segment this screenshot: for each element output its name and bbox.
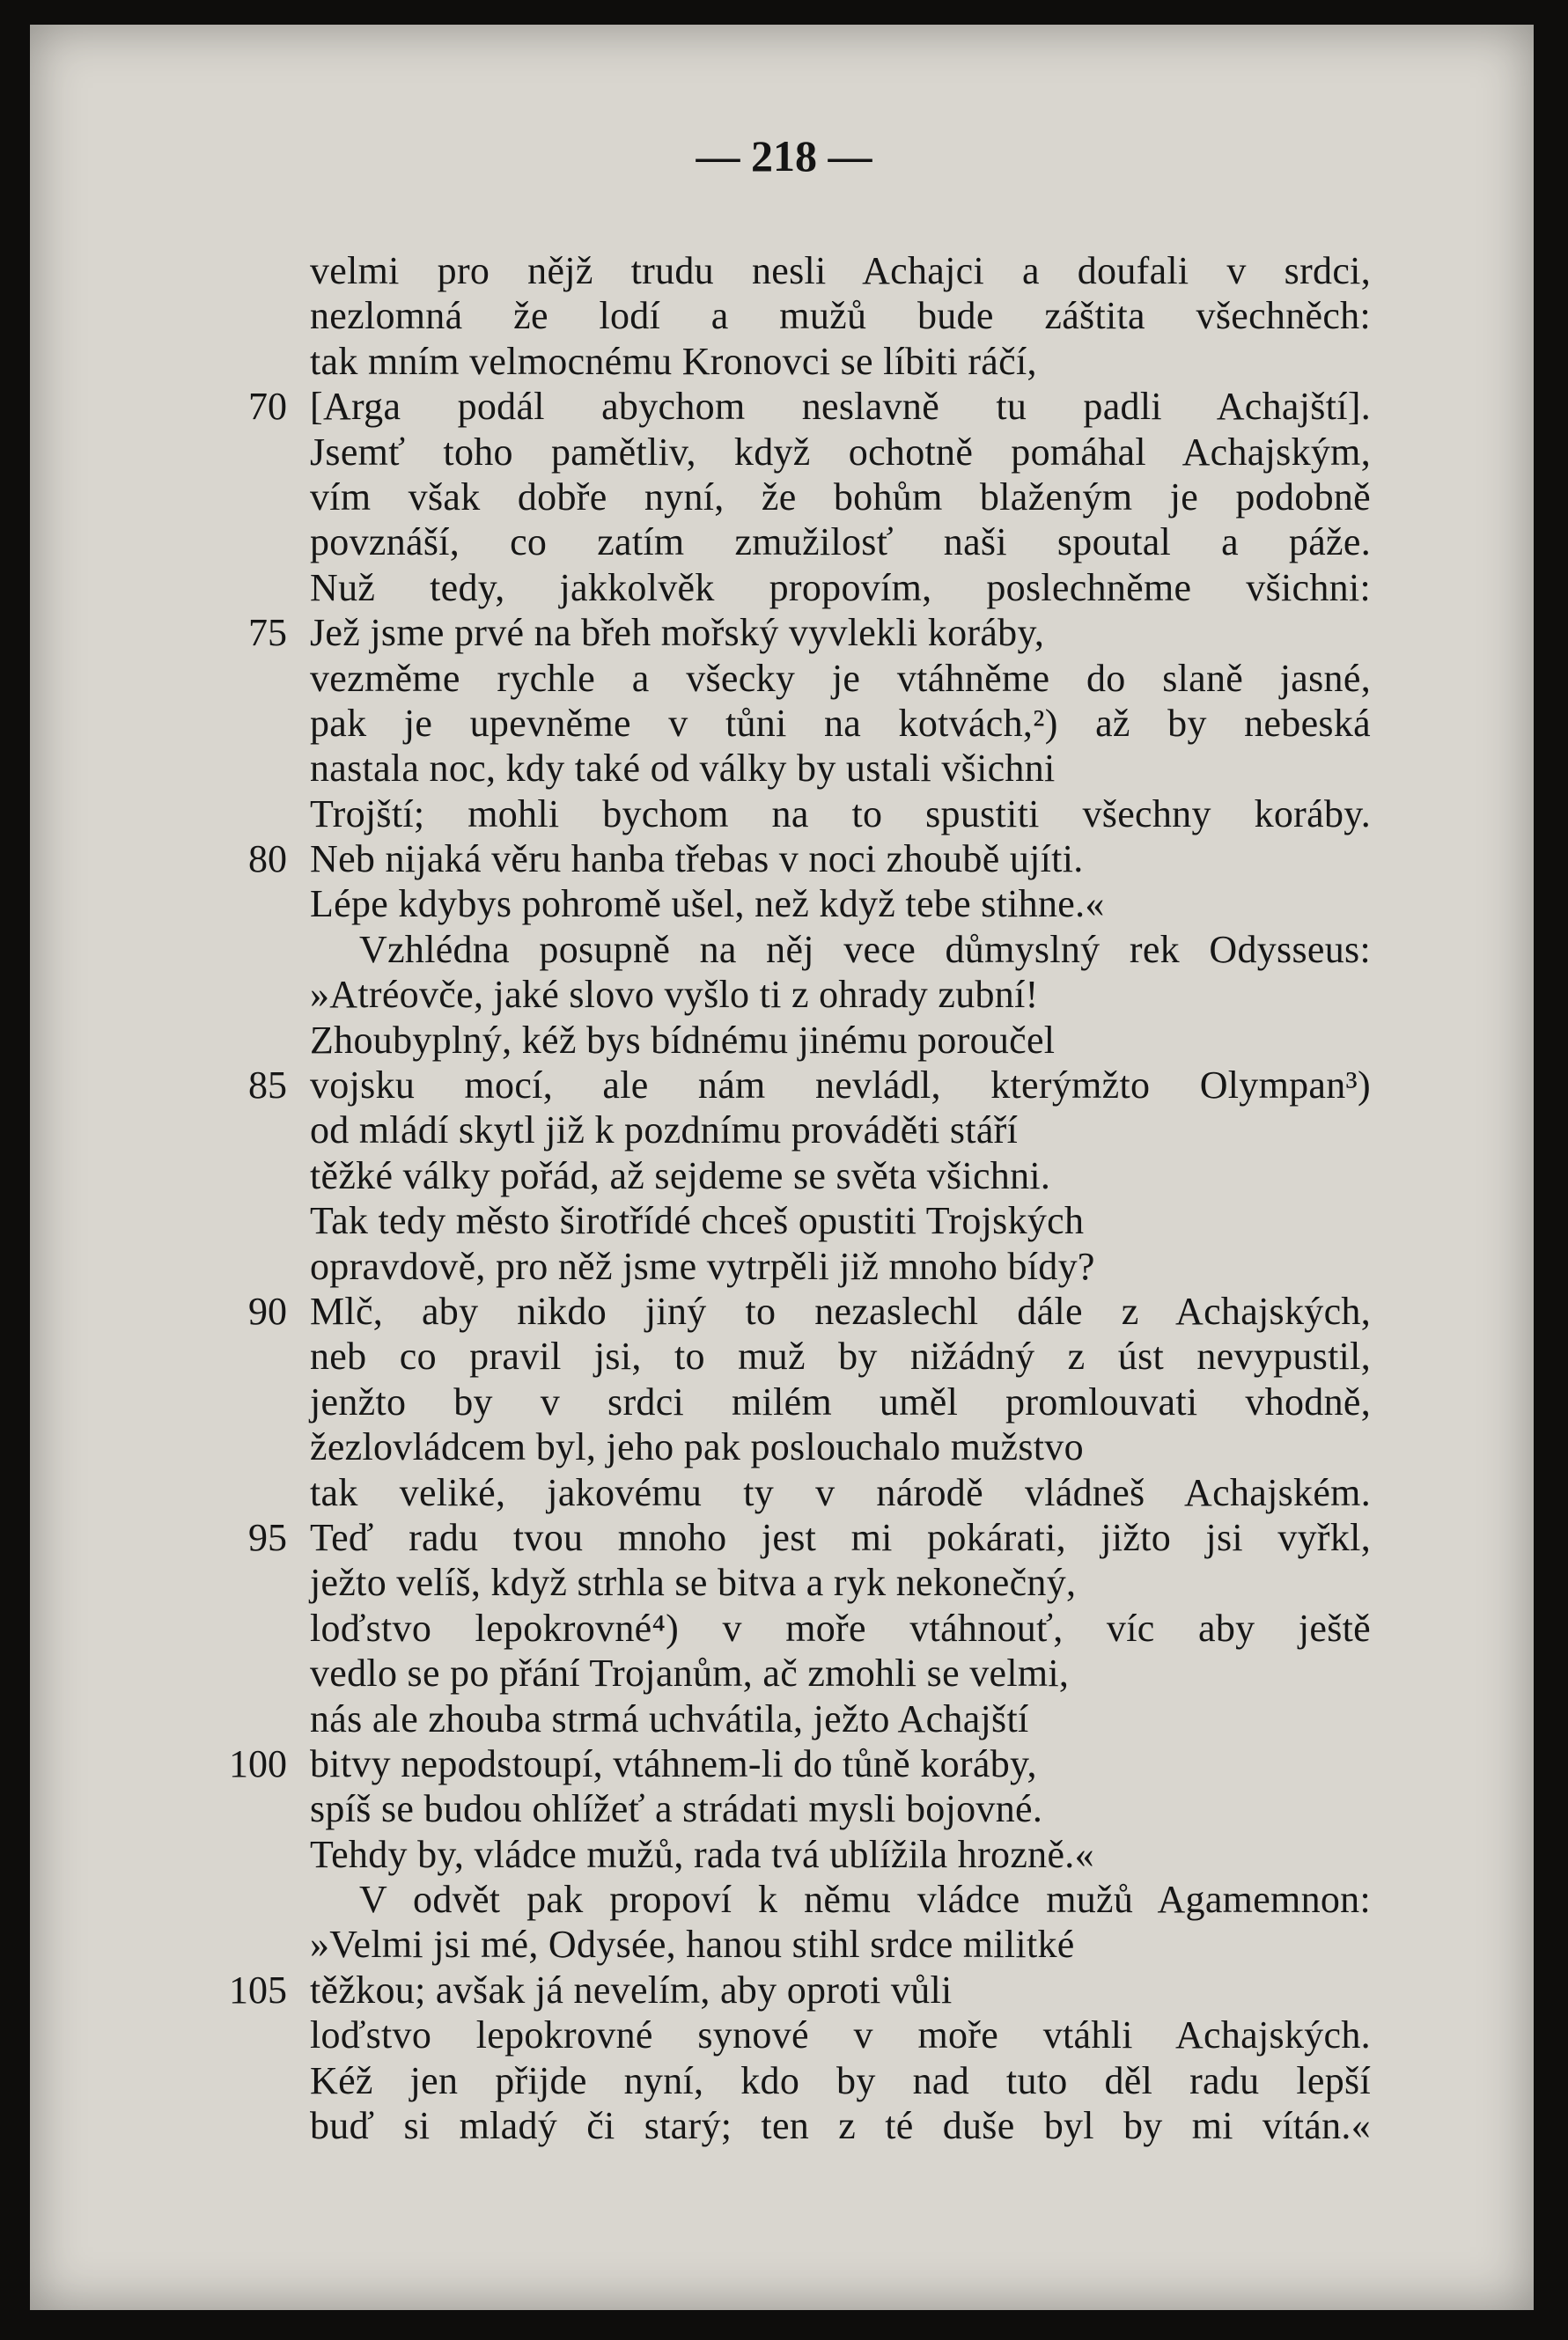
- verse-text: loďstvo lepokrovné⁴) v moře vtáhnouť, víc aby ještě: [310, 1606, 1371, 1650]
- verse-text: Teď radu tvou mnoho jest mi pokárati, jižto jsi vyřkl,: [310, 1515, 1371, 1559]
- verse-text: buď si mladý či starý; ten z té duše byl by mi vítán.«: [310, 2104, 1371, 2148]
- verse-text: V odvět pak propoví k němu vládce mužů Agamemnon:: [359, 1878, 1371, 1922]
- verse-line: [0, 1334, 1568, 1379]
- verse-text: Vzhlédna posupně na něj vece důmyslný rek Odysseus:: [359, 927, 1371, 971]
- verse-line: [0, 610, 1568, 655]
- verse-text: nás ale zhouba strmá uchvátila, ježto Achajští: [310, 1696, 1029, 1740]
- verse-text: »Atréovče, jaké slovo vyšlo ti z ohrady zubní!: [310, 973, 1039, 1017]
- verse-line: [0, 1560, 1568, 1605]
- verse-line: [0, 701, 1568, 746]
- verse-line: [0, 972, 1568, 1017]
- line-number: 90: [248, 1289, 287, 1333]
- verse-text: vím však dobře nyní, že bohům blaženým je podobně: [310, 475, 1371, 519]
- verse-line: [0, 881, 1568, 926]
- verse-text: Jež jsme prvé na břeh mořský vyvlekli koráby,: [310, 611, 1045, 655]
- verse-line: [0, 1289, 1568, 1334]
- verse-text: Zhoubyplný, kéž bys bídnému jinému poroučel: [310, 1018, 1056, 1062]
- line-number: 95: [248, 1515, 287, 1559]
- verse-line: [0, 836, 1568, 881]
- verse-text: povznáší, co zatím zmužilosť naši spoutal a páže.: [310, 520, 1371, 564]
- verse-line: [0, 1380, 1568, 1424]
- verse-text: Nuž tedy, jakkolvěk propovím, poslechněme všichni:: [310, 565, 1371, 609]
- verse-line: [0, 1922, 1568, 1967]
- line-number: 105: [229, 1968, 287, 2012]
- line-number: 100: [229, 1741, 287, 1785]
- verse-line: [0, 1606, 1568, 1651]
- verse-text: nezlomná že lodí a mužů bude záštita všechněch:: [310, 294, 1371, 338]
- verse-line: [0, 384, 1568, 429]
- verse-line: [0, 1877, 1568, 1922]
- verse-line: [0, 1968, 1568, 2013]
- verse-text: velmi pro nějž trudu nesli Achajci a doufali v srdci,: [310, 249, 1371, 292]
- verse-line: [0, 430, 1568, 475]
- verse-line: [0, 519, 1568, 564]
- verse-text: »Velmi jsi mé, Odysée, hanou stihl srdce militké: [310, 1923, 1075, 1967]
- verse-line: [0, 475, 1568, 519]
- line-number: 70: [248, 385, 287, 429]
- verse-text: loďstvo lepokrovné synové v moře vtáhli Achajských.: [310, 2013, 1371, 2057]
- verse-text: Neb nijaká věru hanba třebas v noci zhoubě ujíti.: [310, 837, 1084, 881]
- verse-line: [0, 2058, 1568, 2103]
- verse-line: [0, 293, 1568, 338]
- verse-line: [0, 1651, 1568, 1696]
- verse-line: [0, 248, 1568, 293]
- verse-line: [0, 1741, 1568, 1786]
- line-number: 80: [248, 837, 287, 881]
- verse-line: [0, 1198, 1568, 1243]
- verse-line: [0, 1107, 1568, 1152]
- verse-text: Trojští; mohli bychom na to spustiti všechny koráby.: [310, 791, 1371, 835]
- verse-text: jenžto by v srdci milém uměl promlouvati vhodně,: [310, 1380, 1371, 1424]
- line-number: 75: [248, 611, 287, 655]
- verse-text: spíš se budou ohlížeť a strádati mysli bojovné.: [310, 1787, 1043, 1831]
- verse-text: vedlo se po přání Trojanům, ač zmohli se velmi,: [310, 1652, 1070, 1696]
- verse-line: [0, 746, 1568, 791]
- verse-text: Mlč, aby nikdo jiný to nezaslechl dále z Achajských,: [310, 1289, 1371, 1333]
- verse-line: [0, 2013, 1568, 2057]
- verse-text: těžké války pořád, až sejdeme se světa všichni.: [310, 1153, 1051, 1197]
- verse-line: [0, 1832, 1568, 1877]
- verse-text: opravdově, pro něž jsme vytrpěli již mnoho bídy?: [310, 1244, 1095, 1288]
- verse-line: [0, 1470, 1568, 1515]
- verse-line: [0, 1424, 1568, 1469]
- verse-line: [0, 791, 1568, 836]
- line-number: 85: [248, 1063, 287, 1107]
- verse-text: tak mním velmocnému Kronovci se líbiti ráčí,: [310, 339, 1037, 383]
- verse-text: žezlovládcem byl, jeho pak poslouchalo mužstvo: [310, 1425, 1084, 1469]
- poem-text: [0, 248, 1568, 2148]
- verse-text: vezměme rychle a všecky je vtáhněme do slaně jasné,: [310, 656, 1371, 700]
- verse-text: neb co pravil jsi, to muž by nižádný z úst nevypustil,: [310, 1335, 1371, 1379]
- verse-text: Jsemť toho pamětliv, když ochotně pomáhal Achajským,: [310, 430, 1371, 474]
- verse-line: [0, 1153, 1568, 1198]
- verse-text: těžkou; avšak já nevelím, aby oproti vůli: [310, 1968, 953, 2012]
- verse-text: Kéž jen přijde nyní, kdo by nad tuto děl radu lepší: [310, 2058, 1371, 2102]
- verse-text: nastala noc, kdy také od války by ustali všichni: [310, 747, 1056, 791]
- verse-text: pak je upevněme v tůni na kotvách,²) až by nebeská: [310, 701, 1371, 745]
- verse-line: [0, 565, 1568, 610]
- verse-text: [Arga podál abychom neslavně tu padli Achajští].: [310, 385, 1371, 429]
- verse-text: ježto velíš, když strhla se bitva a ryk nekonečný,: [310, 1561, 1077, 1605]
- verse-text: tak veliké, jakovému ty v národě vládneš Achajském.: [310, 1470, 1371, 1514]
- verse-line: [0, 339, 1568, 384]
- verse-text: bitvy nepodstoupí, vtáhnem-li do tůně koráby,: [310, 1741, 1037, 1785]
- verse-line: [0, 1244, 1568, 1289]
- verse-line: [0, 1786, 1568, 1831]
- verse-text: od mládí skytl již k pozdnímu prováděti stáří: [310, 1108, 1019, 1152]
- verse-text: Tehdy by, vládce mužů, rada tvá ublížila hrozně.«: [310, 1832, 1094, 1876]
- verse-line: [0, 1515, 1568, 1560]
- verse-line: [0, 656, 1568, 701]
- verse-line: [0, 2103, 1568, 2148]
- verse-line: [0, 927, 1568, 972]
- verse-text: Tak tedy město širotřídé chceš opustiti Trojských: [310, 1199, 1085, 1243]
- verse-line: [0, 1063, 1568, 1107]
- verse-text: Lépe kdybys pohromě ušel, než když tebe stihne.«: [310, 882, 1105, 926]
- verse-line: [0, 1018, 1568, 1063]
- verse-text: vojsku mocí, ale nám nevládl, kterýmžto Olympan³): [310, 1063, 1371, 1107]
- page-number: — 218 —: [696, 131, 872, 180]
- verse-line: [0, 1696, 1568, 1741]
